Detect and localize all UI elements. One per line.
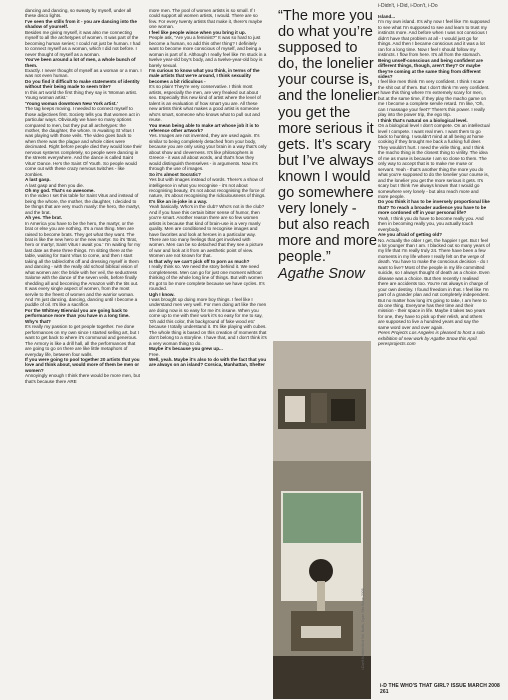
interview-answer: On a biological level I don't compete. On an intellectual level I compete. I want real men. I want them to go back to hunting. I wouldn't mind at all being at home cooking if they brought me back a fucking full deer. They wouldn't hurt. I need the virile thing, and I think the macho thing is the closest thing to virility. The idea of me as muse is because I am so close to them. The only way to accept that is to make me muse or servant. Yeah - that's another thing the more you do what you're supposed to do the lonelier your course is, and the lonelier you get the more serious it gets. It's scary but I think I've always known that I would go somewhere very lonely - but also reach more and more people. [378, 123, 490, 199]
text-column-4 [378, 14, 490, 674]
page-number: 261 [380, 689, 389, 695]
interview-answer: Peres Projects Los Angeles is pleased to host a solo exhibition of new work by Agathe Snow this April. peresprojects.com [378, 330, 485, 347]
interview-question: You've been around a lot of men, a whole bunch of them. [25, 57, 136, 68]
interview-answer: It's really my passion to get people together. I've done performances on my own since I started selling art, but I want to get back to where it's communal and generous. The Armory is like a drill hall, all the performances that are going to go on there are like little metaphors of everyday life, between four walls. [25, 324, 139, 357]
interview-answer: I'm my own island. It's why now I feel like I'm supposed to see what I'm supposed to see and learn to trust my instincts more. And before when I was not conscious I didn't have that problem at all - I would just go for things. And then I became conscious and it was a lot ran for a long time. Now I feel I should follow my instincts. I flow from here. It's all from the stomach. [378, 19, 490, 58]
interview-answer: Yes but with images instead of words. There's a show of intelligence in what you recognise - it's not about recognising beauty, it's not about recognising the force of nature, it's about recognising the ridiculousness of things. [149, 177, 266, 199]
interview-answer: In the video I set this table for Saint Vitus and instead of being the whore, the mother, the daughter, I decided to be things that are very much manly: the hero, the martyr, and the brat. [25, 193, 141, 215]
interview-answer: Exactly. I never thought of myself as a woman or a man. I was not even human. [25, 67, 142, 79]
running-header: i-Didn't, i-Did, i-Don't, i-Do [378, 3, 438, 9]
interview-question: Island... [378, 14, 396, 19]
interview-answer: Yeah basically. Who's in the club? Who's not in the club? And if you have this certain bitter sense of humor, then you're smart. Another reason there are so few women artists is because that kind of brain-use is a very manly quality. Men are conditioned to recognise images and have favorites and look at heroes in a particular way. There are too many feelings that get involved with women. Men can be so detached that they see a picture of war and look at it from an aesthetic point of view. Women are not known for that. [149, 204, 265, 259]
pull-quote [278, 8, 378, 282]
footer-text: i-D THE WHO'S THAT GIRL? ISSUE MARCH 2008 [380, 683, 500, 689]
text-column-1 [25, 8, 142, 684]
interview-question: I'm curious to know what you think, in terms of the male artists that we're around, I think sexuality becomes a bit ridiculous - [149, 67, 260, 84]
pull-quote-text: “The more you do what you’re supposed to do, the lonelier your course is, and the lonelier you get the more serious it gets. It’s scary but I’ve always known I would go somewhere very lonely - but also reach more and more people.” [278, 8, 378, 266]
interview-question: I feel like people wince when you bring it up. [149, 29, 246, 35]
interview-answer: dancing and dancing, so sweaty by myself, under all these disco lights. [25, 8, 132, 19]
interview-question: Being unself-conscious and being confident are different things, though, aren't they? Or maybe they're coming at the same thing from different sides? [378, 57, 483, 79]
artwork-photo [273, 341, 371, 699]
interview-question: Are you afraid of getting old? [378, 232, 443, 238]
interview-answer: I was brought up doing more boy things. I feel like I understand men very well. For men doing art like the men are doing now is so easy for me it's insane. When you come up to me with their work it's so easy for me to say, 'Oh add this color, this background of fake wood etc' because I totally understand it. It's like playing with cubes. The whole thing is based on this creation of moments that don't belong to a storyline. I have that, and I don't think it's a very woman thing to do. [149, 297, 267, 346]
interview-answer: In this art world the first thing they say is 'Woman artist. Young woman artist.' [25, 89, 138, 101]
interview-question: Do you think it has to be inversely proportional like that? To reach a broader audience you have to be more cordoned off in your personal life? [378, 199, 490, 216]
interview-question: Well, yeah. Maybe it's also to do with the fact that you are always on an island? Corsica, Manhattan, Shelter [149, 357, 267, 368]
interview-question: Maybe it's because you grew up... [149, 346, 223, 352]
interview-question: I've seen the stills from it - you are dancing into the shadow of yourself. [25, 18, 137, 30]
interview-question: 'Young woman downtown New York artist.' [25, 100, 118, 106]
interview-answer: Free. [149, 351, 160, 357]
interview-answer: Yeah, I think you do have to become really you. And then in becoming really you, you actually touch everybody. [378, 215, 484, 232]
interview-answer: It's so plain! They're very conservative. I think most artists, especially the men, are very freaked out about sex. Especially this new kind of artist where the level of talent is an evaluation of how smart you are. All these new artists think what makes a good artist is someone who's smart, someone who knows what to pull out and reuse. [149, 84, 261, 123]
text-column-2 [149, 8, 267, 684]
interview-answer: A last gasp and then you die. [25, 182, 84, 188]
interview-answer: Annoyingly enough I think there would be more men, but that's because there ARE [25, 373, 140, 384]
interview-question: I think that's natural on a biological level. [378, 117, 468, 123]
interview-question: Is that why we can't pick off to porn as much? [149, 258, 250, 264]
interview-answer: I really think so. We need the story behind it. We need completeness. Men can go for just one moment without thinking of the whole long line of things. But with women it's got to be more complete because we have cycles. It's rounded. [149, 264, 265, 292]
interview-answer: In America you have to be the hero, the martyr, or the brat or else you are nothing. It's a man thing. Men are raised to become brats. They get what they want. The brat is like the new hero or the new martyr. So it's 'Brat, hero or martyr, Saint Vitus I await you.' I'm waiting for my last date as these three things. I'm sitting there at the table, waiting for Saint Vitus to come, and then I start taking all the tablecloths off and dressing myself in them and dancing - with the really old school biblical vision of what women are: the bride with her veil, the seductress Salome with the dance of the seven veils, before finally shedding all and becoming the Amazon with the tits out. It was every single aspect of women, from the most servile to the freest of women and the warrior woman. And I'm just dancing, dancing, dancing until I become a puddle of oil. It's like a sacrifice. [25, 220, 141, 308]
interview-answer: The tag keeps moving. I needed to connect myself to those adjectives first. Society tells you that women act in particular ways. Obviously we have so many options compared to men, but they put all archetypes: the mother, the daughter, the whore. In Awaiting St Vitus I was playing with those veils. The video goes back to when there was the plague and whole cities were decimated. Right before people died they would lose their nervous systems completely, so people were dancing in the streets everywhere. And the dance is called Saint Vitus' Dance. He's the Saint Of Youth. So people would come out with these crazy nervous twitches - like zombies. [25, 106, 142, 177]
interview-answer: I feel like men think I'm very confident. I think I scare the shit out of them. But I don't think I'm very confident. I have this thing where I'm extremely scary for men, but at the same time, if they play the macho game on me I become a complete servile retard. I'm like, 'Oh, can I massage your feet?' There's this power. I really play into the power trip, the ego trip. [378, 79, 490, 118]
interview-answer: Besides me giving myself, it was also me connecting myself to all the archetypes of women. It was part of the becoming human series; I could not just be human. I had to connect myself as a woman, which I did not before. I never thought of myself as a woman. [25, 29, 141, 57]
interview-answer: more men. The pool of women artists is so small. If I could support all women artists, I would. There are so few. For every twenty artists that make it, there's maybe one woman. [149, 8, 263, 30]
photo-caption: i-Don't Knitted Bird Vol. Bolts, Cyan Sits Bone 2008 [361, 588, 365, 670]
interview-question: Do you find it difficult to make statements of identity without their being made to seem trite? [25, 78, 140, 90]
interview-question: Oh my god. That's so awesome. [25, 187, 95, 193]
interview-answer: Yes. Images are not invented, they are used again. It's similar to being completely detached from your body, because you are only using your brain in a way that's only about show and cleverness. It's like philosophers in Greece - it was all about words, and that's how they would distinguish themselves - in arguments. Now it's through the use of images. [149, 133, 267, 172]
pull-quote-attribution: Agathe Snow [278, 265, 365, 282]
interview-question: Ugh I know. [149, 291, 175, 297]
page-footer [380, 683, 500, 695]
interview-question: So it's almost Socratic? [149, 171, 201, 177]
interview-answer: No. Actually the older I get, the happier I get. But I feel a lot younger than I am. I blacked out so many years of my life that I'm really truly 24. There have been a few moments in my life where I really felt on the verge of death. You have to make the conscious decision - do I want to live? Most of the people in my life committed suicide, so I always thought of death as a choice. Even disease was a choice. But then recently I realised there are accidents too. You're not always in charge of your own destiny. I found freedom in that. I feel like I'm part of a grander plan and not completely independent. But no matter how long it's going to take, I am here to do one thing. Everyone has their time and their mission - their space in life. Maybe it takes two years for one, they have to pick up their relish, and others are supposed to live a hundred years and say the same word over and over again. [378, 237, 490, 330]
interview-answer: People ask, "Are you a feminist?" It was so hard to just become a human, so add this other thing? I definitely want to become more conscious of myself, and being a woman is part of it. Although I really feel like I'm stuck in a twelve year-old boy's body, and a twelve-year-old boy is barely sexual. [149, 35, 267, 68]
interview-question: It's like an in-joke in a way. [149, 198, 208, 204]
interview-question: Ah yes. The brat. [25, 215, 63, 221]
interview-question: You mean being able to make art whose job it is to reference other artwork? [149, 122, 259, 133]
interview-question: For the Whitney Biennial you are going back to performance more than you have in a long time. Why's that? [25, 307, 130, 324]
interview-question: A last gasp. [25, 177, 51, 183]
interview-question: If you were going to pool together 20 artists that you love and think about, would more of them be men or women? [25, 357, 140, 373]
